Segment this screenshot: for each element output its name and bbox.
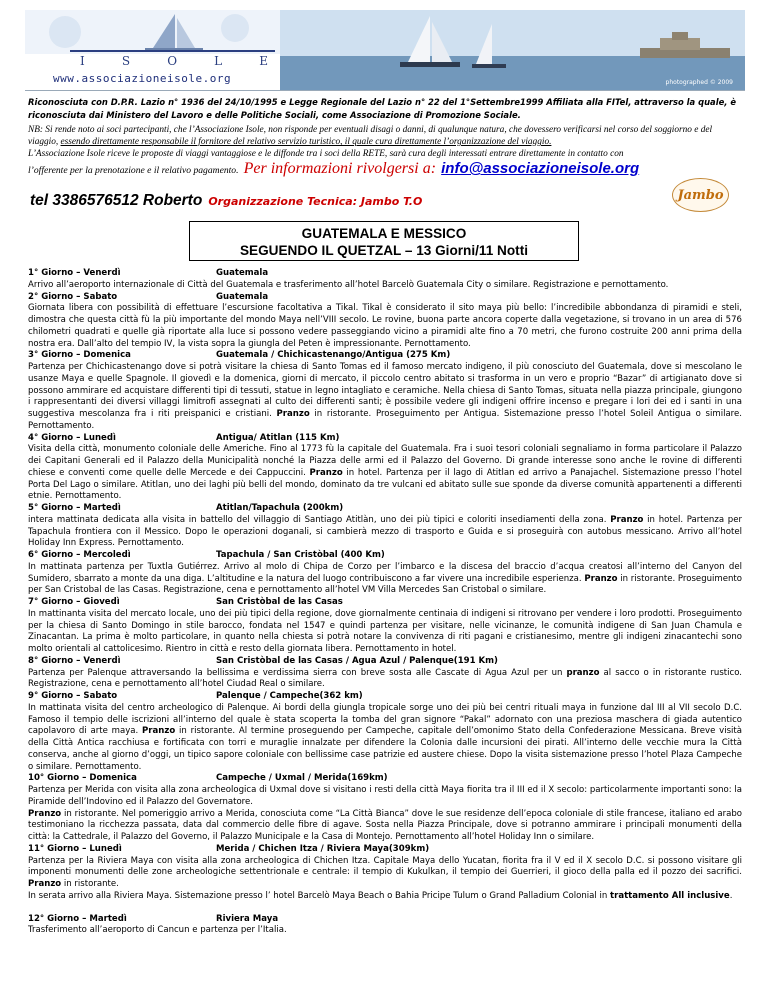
logo-letter: O (167, 54, 180, 68)
meal-highlight: Pranzo (309, 467, 343, 478)
day-header (28, 914, 742, 926)
meal-highlight: Pranzo (28, 808, 62, 819)
day-header (28, 550, 742, 562)
day-label: 6° Giorno – Mercoledì (28, 550, 131, 560)
day-label: 2° Giorno – Sabato (28, 291, 118, 302)
header-banner (25, 10, 745, 91)
day-place: Atitlan/Tapachula (200km) (216, 503, 344, 513)
harbor-photo (280, 10, 745, 90)
day-text: Arrivo all’aeroporto internazionale di Città del Guatemala e trasferimento all’hotel Barcelò Guatemala City o similare. Registrazione e pernottamento. (28, 279, 669, 290)
day-text: in ristorante. Nel pomeriggio arrivo a Merida, conosciuta come “La Città Bianca” dove le sue residenze dell’epoca coloniale di stile francese, italiano ed arabo testimoniano la ricchezza passata, data dal commercio delle fibre di agave. Sosta nella Piazza Principale, dove si potranno ammirare i principali monumenti della città: la Cattedrale, il Palazzo del Governo, il Palazzo Municipale e la Casa di Montejo. Pernottamento all’hotel Holiday Inn o similare. (28, 808, 742, 842)
day-place: Tapachula / San Cristòbal (400 Km) (216, 550, 385, 560)
day-header (28, 268, 742, 280)
day-text: in hotel. Partenza per il lago di Atitlan ed arrivo a Panajachel. Sistemazione presso l’hotel Porta Del Lago o similare. Atitlan, uno dei laghi più belli del mondo, dominato da tre vulcani ed abitato sulle sue sponde da diverse comunità appartenenti a differenti etnie. Pernottamento. (28, 467, 742, 502)
disclaimer-part: NB: Si rende noto ai soci partecipanti, che l’Associazione Isole, non risponde per eventuali disagi o danni, di qualunque natura, che dovessero verificarsi nel corso del soggiorno e del viaggio, (28, 125, 713, 147)
day-text: Partenza per Merida con visita alla zona archeologica di Uxmal dove si visitano i resti della città Maya fiorita tra il III ed il X secolo: particolarmente importanti sono: la Piramide dell’Indovino ed il Palazzo del Governatore. (28, 785, 742, 807)
itinerary (28, 268, 742, 937)
day-text: al sacco o in ristorante rustico. Registrazione, cena e pernottamento all’hotel Ciudad Real o similare. (28, 667, 742, 690)
day-text: in ristorante. Proseguimento per San Cristobal de las Casas. Registrazione, cena e pernottamento all’hotel VM Villa Mercedes San Cristobal o similare. (28, 573, 742, 596)
day-description (28, 925, 742, 937)
day-label: 9° Giorno – Sabato (28, 691, 118, 701)
day-text: In serata arrivo alla Riviera Maya. Sistemazione presso l’ hotel Barcelò Maya Beach o Bahia Pricipe Tulum o Grand Palladium Colonial in (28, 890, 611, 901)
logo-letter: I (80, 54, 87, 68)
page-subtitle: SEGUENDO IL QUETZAL – 13 Giorni/11 Notti (239, 243, 529, 258)
day-label: 7° Giorno – Giovedì (28, 597, 120, 607)
day-header (28, 292, 742, 304)
day-header (28, 503, 742, 515)
day-text: In mattinata visita del centro archeologico di Palenque. Ai bordi della giungla tropicale sorge uno dei più bei centri rituali maya in funzione dal III al VII secolo D.C. Famoso il tempio delle iscrizioni all’interno del quale è stata scoperta la tomba del gran signore “Pakal” adornato con una preziosa maschera di giada autentico capolavoro di arte maya. (28, 702, 742, 737)
day-label: 3° Giorno – Domenica (28, 350, 131, 361)
day-header (28, 656, 742, 668)
meal-highlight: Pranzo (276, 409, 310, 419)
day-header (28, 350, 742, 362)
day-label: 1° Giorno – Venerdì (28, 268, 121, 278)
meal-highlight: Pranzo (610, 514, 644, 525)
day-header (28, 844, 742, 856)
day-text: In mattinata partenza per Tuxtla Gutiérrez. Arrivo al molo di Chipa de Corzo per l’imbarco e la discesa del braccio d’acqua creatosi all’interno del Canyon del Sumidero, sbarrato a monte da una diga. L’altitudine e la natura del luogo contribuiscono a far vivere una incredibile esperienza. (28, 561, 742, 584)
day-text: Partenza per la Riviera Maya con visita alla zona archeologica di Chichen Itza. Capitale Maya dello Yucatan, fiorita fra il V ed il X secolo D.C. si possono visitare gli imponenti monumenti delle zone archeologiche settentrionale e centrale: il tempio di Kukulkan, il tempio dei Guerrieri, il gioco della palla ed il pozzo dei sacrifici. (28, 855, 742, 878)
logo-letter: S (121, 54, 133, 68)
day-text: in ristorante. Al termine proseguendo per Campeche, capitale dell’omonimo Stato della Confederazione Messicana. Breve visità della Città Antica racchiusa e fortificata con torri e muraglie innalzate per difendere la Colonia dalle incursioni dei pirati. All’interno delle vecchie mura la Città conserva, anche al giorno d’oggi, un tipico sapore coloniale con bellissime case patrizie ed austere chiese. Dopo la visita sistemazione presso l’hotel Plaza Campeche o similare. Pernottamento. (28, 726, 742, 772)
day-text: Partenza per Chichicastenango dove si potrà visitare la chiesa di Santo Tomas ed il famoso mercato indigeno, il più conosciuto del Guatemala, dove si mescolano le usanze Maya e quelle Spagnole. Il giovedì e la domenica, giorni di mercato, il piccolo centro abitato si trasforma in un vero e proprio “Bazar” di artigianato dove si possono ammirare ed acquistare differenti tipi di tessuti, statue in legno intagliato e ceramiche. Nella chiesa di Santo Tomas, situata nella piazza principale, giungono i rappresentanti dei diversi villaggi limitrofi assegnati al culto dei differenti santi; è possibile vedere gli indigeni offrire incenso e pregare i lori dei ed i santi in una suggestiva mescolanza fra i riti preispanici e cristiani. (28, 362, 742, 419)
contact-line (30, 190, 422, 210)
meal-highlight: pranzo (566, 667, 600, 678)
day-description (28, 703, 742, 774)
jambo-logo (672, 178, 729, 212)
day-label: 8° Giorno – Venerdì (28, 655, 121, 666)
day-description (28, 562, 742, 597)
logo-url: www.associazioneisole.org (53, 72, 232, 85)
logo-letter: L (214, 54, 225, 68)
day-place: Guatemala / Chichicastenango/Antigua (275 Km) (216, 350, 451, 361)
day-text: in hotel. Partenza per Tapachula frontiera con il Messico. Dopo le operazioni doganali, si cambierà mezzo di trasporto e Guida e si proseguirà con autobus messicano. Arrivo all’hotel Holiday Inn Express. Pernottamento. (28, 514, 742, 549)
info-label: Per informazioni rivolgersi a: (243, 160, 437, 177)
sailboat-logo-icon (25, 10, 280, 54)
day-description (28, 785, 742, 844)
day-text: intera mattinata dedicata alla visita in battello del villaggio di Santiago Atitlàn, uno dei più tipici e coloriti insediamenti della zona. (28, 514, 611, 525)
day-text: Partenza per Palenque attraversando la bellissima e verdissima sierra con breve sosta alle Cascate di Agua Azul per un (28, 667, 567, 678)
day-description (28, 668, 742, 692)
day-place: Campeche / Uxmal / Merida(169km) (216, 773, 388, 784)
meal-highlight: Pranzo (142, 726, 176, 737)
day-place: Guatemala (216, 268, 269, 278)
day-text: in ristorante. Proseguimento per Antigua. Sistemazione presso l’hotel Soleil Antigua o similare. Pernottamento. (28, 409, 742, 431)
spacer (28, 903, 742, 914)
day-description (28, 362, 742, 433)
day-description (28, 515, 742, 550)
day-text: . (729, 890, 733, 901)
day-text: Visita della città, monumento coloniale delle Americhe. Fino al 1773 fù la capitale del Guatemala. Fra i suoi tesori coloniali segnaliamo in forma particolare il Palazzo dei Capitani Generali ed il Palazzo della Municipalità nonché la Piazza delle armi ed il Palazzo del Governo. Di grande interesse sono anche le rovine di differenti chiese e conventi come quelle delle Mercede e dei Cappuccini. (28, 444, 742, 478)
board-highlight: trattamento All inclusive (610, 890, 730, 901)
day-text: Giornata libera con possibilità di effettuare l’escursione facoltativa a Tikal. Tikal è considerato il sito maya più bello: l’incredibile abbondanza di piramidi e steli, dimostra che questa città fù la più importante del mondo Maya nell’VIII secolo. Le rovine, buona parte ancora coperte dalla vegetazione, si trovano in un area di 576 chilometri quadrati e quelle già riportate alla luce si possono vedere passeggiando vicino a piramidi alte fino a 70 metri, che furono costruite 200 anni prima della nostra era. Dall’alto del tempio IV, la vista sopra la giungla del Peten è impressionante. Pernottamento. (28, 303, 742, 349)
photo-credit: photographed © 2009 (665, 79, 733, 86)
day-label: 12° Giorno – Martedì (28, 913, 127, 924)
day-description (28, 444, 742, 503)
day-place: San Cristòbal de las Casas / Agua Azul / Palenque(191 Km) (216, 655, 498, 666)
day-label: 4° Giorno – Lunedì (28, 432, 116, 443)
phone-number: tel 3386576512 Roberto (30, 192, 203, 209)
disclaimer-part: L’Associazione Isole riceve le proposte di viaggi vantaggiose e le diffonde tra i soci della RETE, sarà cura degli interessati entrare direttamente in contatto con (28, 149, 624, 159)
day-place: Riviera Maya (216, 913, 279, 924)
day-place: Merida / Chichen Itza / Riviera Maya(309km) (216, 843, 430, 854)
day-text: Trasferimento all’aeroporto di Cancun e partenza per l’Italia. (28, 925, 287, 936)
meal-highlight: Pranzo (584, 573, 618, 584)
day-header (28, 597, 742, 609)
day-header (28, 691, 742, 703)
info-line (28, 158, 758, 178)
disclaimer-underlined: essendo direttamente responsabile il fornitore del relativo servizio turistico, il quale cura direttamente l’organizzazione del viaggio. (60, 137, 552, 147)
logo-underline (70, 50, 275, 52)
meal-highlight: Pranzo (28, 879, 62, 889)
day-label: 5° Giorno – Martedì (28, 503, 121, 513)
day-header (28, 773, 742, 785)
isole-logo (25, 10, 280, 90)
day-description (28, 609, 742, 656)
affiliation-text: Riconosciuta con D.P.R. Lazio n° 1936 del 24/10/1995 e Legge Regionale del Lazio n° 22 del 1°Settembre1999 Affiliata alla FITel, attraverso la quale, è riconosciuta dai Ministero del Lavoro e delle Politiche Sociali, come Associazione di Promozione Sociale. (28, 97, 737, 120)
title-box (189, 221, 579, 261)
email-link[interactable]: info@associazioneisole.org (441, 160, 640, 177)
day-header (28, 433, 742, 445)
day-label: 11° Giorno – Lunedì (28, 843, 122, 854)
day-description (28, 280, 742, 292)
day-text: In mattinanta visita del mercato locale, uno dei più tipici della regione, dove giornalmente centinaia di indigeni si ritrovano per vendere i loro prodotti. Proseguimento per la chiesa di Santo Domingo in stile barocco, fondata nel 1547 e quindi partenza per visitare, nelle vicinanze, le comunità indigene di San Juan Chamula e Zinacantan. La prima è molto particolare, in quanto nella chiesta si potrà notare la convivenza di riti pagani e cristianesimo, mentre gli indigeni zinacantechi sono molto orientali al cattolicesimo. Rientro in città e resto della giornata libera. Pernottamento in hotel. (28, 608, 742, 654)
logo-letter: E (259, 54, 270, 68)
day-place: San Cristòbal de las Casas (216, 597, 343, 607)
logo-wordmark (80, 54, 270, 68)
day-place: Guatemala (216, 291, 269, 302)
disclaimer-end: l’offerente per la prenotazione e il relativo pagamento. (28, 165, 239, 176)
disclaimer-note (28, 124, 743, 160)
day-description (28, 303, 742, 350)
day-place: Palenque / Campeche(362 km) (216, 691, 363, 701)
jambo-logo-text: Jambo (677, 187, 724, 203)
tour-operator: Organizzazione Tecnica: Jambo T.O (208, 195, 423, 208)
day-text: in ristorante. (61, 879, 119, 889)
page-title: GUATEMALA E MESSICO (301, 226, 467, 241)
day-label: 10° Giorno – Domenica (28, 773, 137, 784)
day-place: Antigua/ Atitlan (115 Km) (216, 432, 340, 443)
day-description (28, 856, 742, 903)
